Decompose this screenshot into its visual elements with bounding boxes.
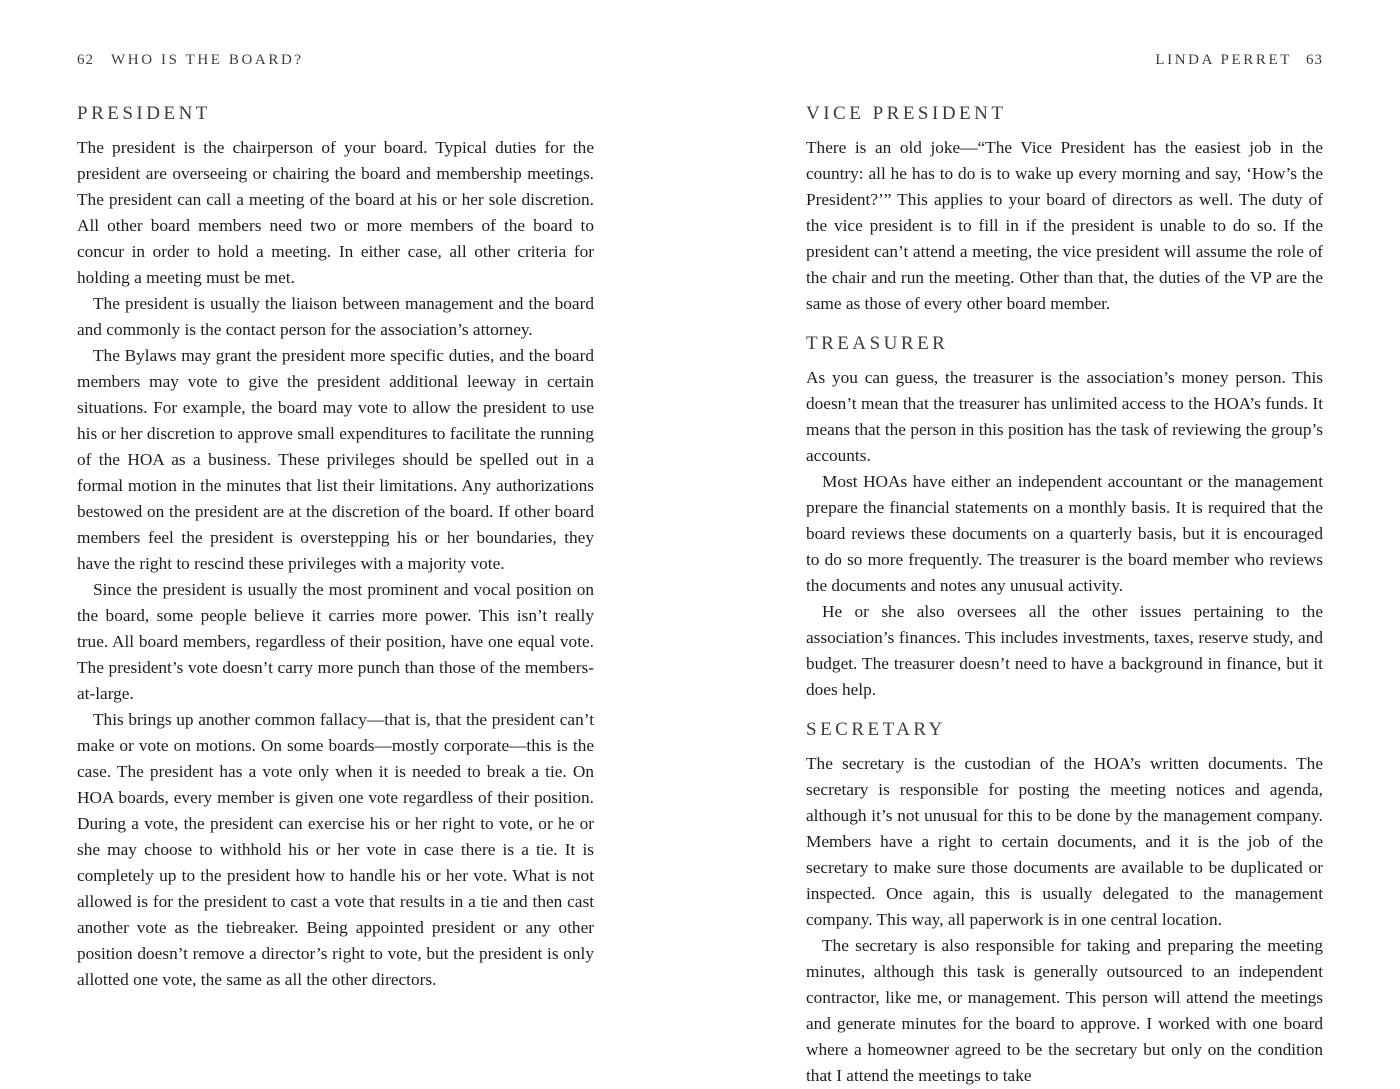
right-page	[806, 52, 1323, 1089]
running-header-right	[806, 52, 1323, 70]
running-head-title-left: WHO IS THE BOARD?	[111, 52, 304, 68]
section-heading-vice-president: VICE PRESIDENT	[806, 103, 1007, 124]
paragraph: The secretary is the custodian of the HOA’s written documents. The secretary is responsible for posting the meeting notices and agenda, although it’s not unusual for this to be done by the management company. Members have a right to certain documents, and it is the job of the secretary to make sure those documents are available to be duplicated or inspected. Once again, this is usually delegated to the management company. This way, all paperwork is in one central location.	[806, 754, 1323, 929]
section-president	[77, 103, 594, 993]
section-secretary	[806, 719, 1323, 1089]
paragraph: Since the president is usually the most prominent and vocal position on the board, some people believe it carries more power. This isn’t really true. All board members, regardless of their position, have one equal vote. The president’s vote doesn’t carry more punch than those of the members-at-large.	[77, 580, 594, 703]
section-heading-president: PRESIDENT	[77, 103, 211, 124]
paragraph: Most HOAs have either an independent accountant or the management prepare the financial statements on a monthly basis. It is required that the board reviews these documents on a quarterly basis, but it is encouraged to do so more frequently. The treasurer is the board member who reviews the documents and notes any unusual activity.	[806, 472, 1323, 595]
paragraph: This brings up another common fallacy—that is, that the president can’t make or vote on motions. On some boards—mostly corporate—this is the case. The president has a vote only when it is needed to break a tie. On HOA boards, every member is given one vote regardless of their position. During a vote, the president can exercise his or her right to vote, or he or she may choose to withhold his or her vote in case there is a tie. It is completely up to the president how to handle his or her vote. What is not allowed is for the president to cast a vote that results in a tie and then cast another vote as the tiebreaker. Being appointed president or any other position doesn’t remove a director’s right to vote, but the president is only allotted one vote, the same as all the other directors.	[77, 710, 594, 989]
page-number-right: 63	[1306, 52, 1323, 68]
left-page	[77, 52, 594, 993]
page-number-left: 62	[77, 52, 94, 68]
paragraph: The president is the chairperson of your board. Typical duties for the president are overseeing or chairing the board and membership meetings. The president can call a meeting of the board at his or her sole discretion. All other board members need two or more members of the board to concur in order to hold a meeting. In either case, all other criteria for holding a meeting must be met.	[77, 138, 594, 287]
section-heading-treasurer: TREASURER	[806, 333, 949, 354]
section-vice-president	[806, 103, 1323, 317]
paragraph: The Bylaws may grant the president more specific duties, and the board members may vote to give the president additional leeway in certain situations. For example, the board may vote to allow the president to use his or her discretion to approve small expenditures to facilitate the running of the HOA as a business. These privileges should be spelled out in a formal motion in the minutes that list their limitations. Any authorizations bestowed on the president are at the discretion of the board. If other board members feel the president is overstepping his or her boundaries, they have the right to rescind these privileges with a majority vote.	[77, 346, 594, 573]
right-page-body	[806, 103, 1323, 1089]
paragraph: He or she also oversees all the other issues pertaining to the association’s finances. This includes investments, taxes, reserve study, and budget. The treasurer doesn’t need to have a background in finance, but it does help.	[806, 602, 1323, 699]
section-treasurer	[806, 333, 1323, 703]
paragraph: The secretary is also responsible for taking and preparing the meeting minutes, although this task is generally outsourced to an independent contractor, like me, or management. This person will attend the meetings and generate minutes for the board to approve. I worked with one board where a homeowner agreed to be the secretary but only on the condition that I attend the meetings to take	[806, 936, 1323, 1085]
left-page-body	[77, 103, 594, 993]
paragraph: The president is usually the liaison between management and the board and commonly is the contact person for the association’s attorney.	[77, 294, 594, 339]
running-header-left	[77, 52, 594, 70]
paragraph: As you can guess, the treasurer is the association’s money person. This doesn’t mean that the treasurer has unlimited access to the HOA’s funds. It means that the person in this position has the task of reviewing the group’s accounts.	[806, 368, 1323, 465]
section-heading-secretary: SECRETARY	[806, 719, 946, 740]
paragraph: There is an old joke—“The Vice President has the easiest job in the country: all he has to do is to wake up every morning and say, ‘How’s the President?’” This applies to your board of directors as well. The duty of the vice president is to fill in if the president is unable to do so. If the president can’t attend a meeting, the vice president will assume the role of the chair and run the meeting. Other than that, the duties of the VP are the same as those of every other board member.	[806, 138, 1323, 313]
running-head-title-right: LINDA PERRET	[1155, 52, 1292, 68]
